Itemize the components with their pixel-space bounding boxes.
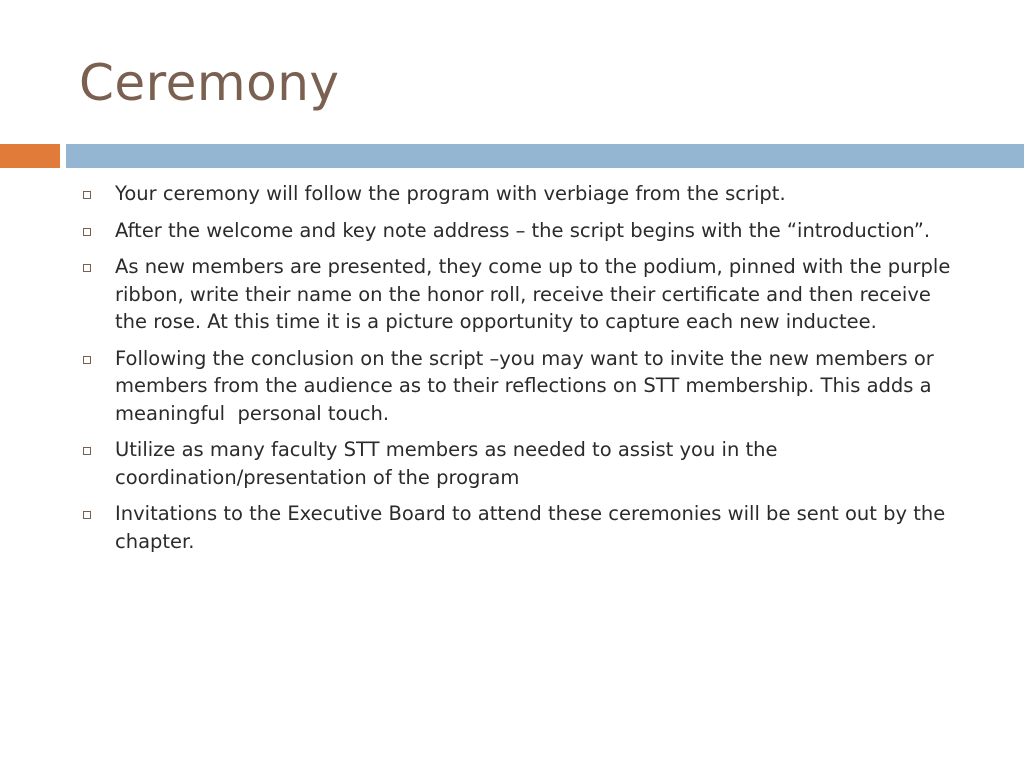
bullet-text: Your ceremony will follow the program with verbiage from the script. <box>115 182 786 205</box>
bullet-item <box>80 345 960 428</box>
hollow-square-bullet-icon <box>83 447 91 455</box>
bullet-item <box>80 180 960 208</box>
bullet-text: Following the conclusion on the script –you may want to invite the new members or members from the audience as to their reflections on STT membership. This adds a meaningful personal touch. <box>115 346 941 425</box>
bullet-text: Utilize as many faculty STT members as needed to assist you in the coordination/presentation of the program <box>115 438 784 489</box>
bullet-item <box>80 217 960 245</box>
bullet-text: After the welcome and key note address – the script begins with the “introduction”. <box>115 218 931 242</box>
bullet-list <box>80 180 960 564</box>
accent-bar <box>0 144 60 168</box>
bullet-item <box>80 500 960 555</box>
bullet-text: As new members are presented, they come up to the podium, pinned with the purple ribbon, write their name on the honor roll, receive their certificate and then receive the rose. At this time it is a picture opportunity to capture each new inductee. <box>115 255 957 333</box>
hollow-square-bullet-icon <box>83 191 91 199</box>
bullet-text: Invitations to the Executive Board to attend these ceremonies will be sent out by the chapter. <box>115 502 952 553</box>
hollow-square-bullet-icon <box>83 356 91 364</box>
bullet-item <box>80 436 960 491</box>
hollow-square-bullet-icon <box>83 264 91 272</box>
slide-title: Ceremony <box>79 54 340 112</box>
hollow-square-bullet-icon <box>83 511 91 519</box>
title-rule-bar <box>66 144 1024 168</box>
bullet-item <box>80 253 960 336</box>
hollow-square-bullet-icon <box>83 228 91 236</box>
